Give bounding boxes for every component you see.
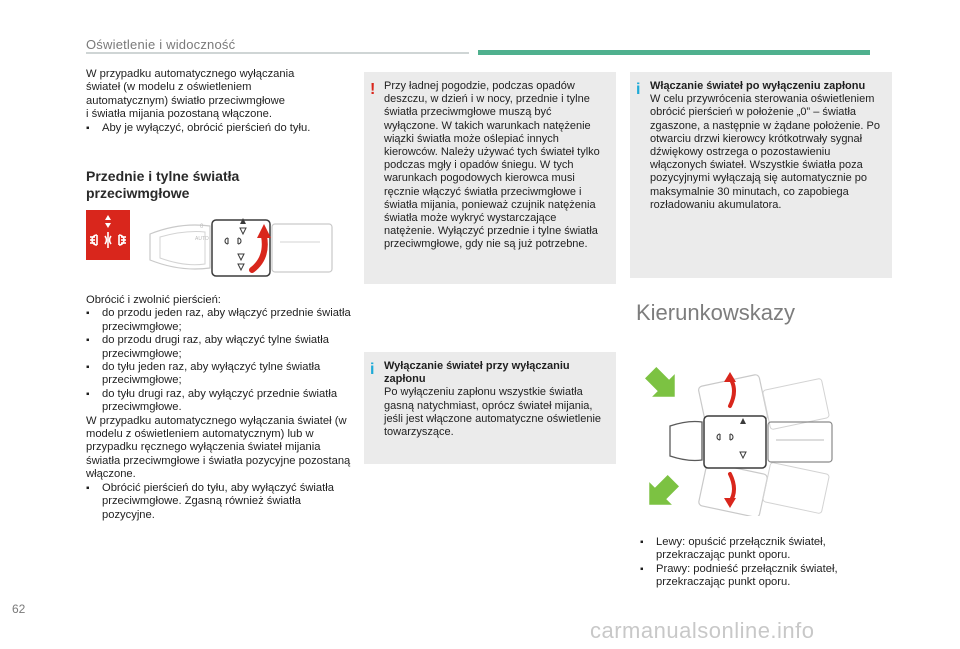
fog-instructions <box>86 294 356 522</box>
intro-line: W przypadku automatycznego wyłączania <box>86 68 295 80</box>
info-box-ignition-off <box>364 352 616 464</box>
info-icon: i <box>636 81 641 98</box>
intro-paragraph <box>86 68 351 135</box>
intro-bullet: ▪ Aby je wyłączyć, obrócić pierścień do tyłu. <box>86 122 351 135</box>
warning-text: Przy ładnej pogodzie, podczas opadów deszczu, w dzień i w nocy, przednie i tylne światła przeciwmgłowe muszą być wyłączone. W takich warunkach natężenie wiązki światła może oślepiać innych kierowców. Należy używać tych świateł tylko podczas mgły i opadów śniegu. W tych warunkach pogodowych kierowca musi ręcznie włączyć światła przeciwmgłowe i światła mijania, ponieważ czujnik natężenia światła może wykryć wystarczające natężenie. Wyłączyć przednie i tylne światła przeciwmgłowe, gdy nie są już potrzebne. <box>384 80 600 251</box>
instruction-bullet: ▪ Obrócić pierścień do tyłu, aby wyłączyć światła przeciwmgłowe. Zgasną również światła pozycyjne. <box>86 482 356 522</box>
page-number: 62 <box>12 602 26 616</box>
watermark: carmanualsonline.info <box>590 618 815 643</box>
fog-lights-heading: Przednie i tylne światła przeciwmgłowe <box>86 168 240 201</box>
indicator-stalk-illustration <box>640 364 850 516</box>
instruction-bullet: ▪ do przodu drugi raz, aby włączyć tylne światła przeciwmgłowe; <box>86 334 356 361</box>
indicators-title: Kierunkowskazy <box>636 300 795 325</box>
intro-line: i światła mijania pozostaną włączone. <box>86 108 272 121</box>
light-stalk-illustration <box>140 212 340 280</box>
instructions-note: W przypadku automatycznego wyłączania świateł (w modelu z oświetleniem automatycznym) lub w przypadku ręcznego wyłączenia świateł mijania światła przeciwmgłowe i światła pozycyjne pozostaną włączone. <box>86 414 351 481</box>
warning-icon: ! <box>370 81 376 98</box>
indicator-instructions <box>640 536 890 590</box>
instruction-bullet: ▪ do tyłu drugi raz, aby wyłączyć przednie światła przeciwmgłowe. <box>86 388 356 415</box>
intro-line: świateł (w modelu z oświetleniem <box>86 81 252 94</box>
intro-line: automatycznym) światło przeciwmgłowe <box>86 94 285 107</box>
info-box-title: Włączanie świateł po wyłączeniu zapłonu <box>650 80 866 92</box>
svg-text:AUTO: AUTO <box>195 236 209 242</box>
instructions-lead: Obrócić i zwolnić pierścień: <box>86 294 221 306</box>
arrow-left-down-icon <box>640 469 685 516</box>
header-divider <box>86 52 469 54</box>
header-accent-bar <box>478 50 870 55</box>
svg-text:0: 0 <box>200 224 204 230</box>
indicator-bullet: ▪ Prawy: podnieść przełącznik świateł, przekraczając punkt oporu. <box>640 563 890 590</box>
info-box-text: Po wyłączeniu zapłonu wszystkie światła gasną natychmiast, oprócz świateł mijania, jeśli jest włączone automatyczne oświetlenie towarzyszące. <box>384 386 602 439</box>
instruction-bullet: ▪ do przodu jeden raz, aby włączyć przednie światła przeciwmgłowe; <box>86 307 356 334</box>
instruction-bullet: ▪ do tyłu jeden raz, aby wyłączyć tylne światła przeciwmgłowe; <box>86 361 356 388</box>
info-box-after-ignition <box>630 72 892 278</box>
section-header: Oświetlenie i widoczność <box>86 37 236 52</box>
warning-box <box>364 72 616 284</box>
info-box-title: Wyłączanie świateł przy wyłączaniu zapłonu <box>384 360 570 386</box>
arrow-right-up-icon <box>640 364 686 408</box>
info-icon: i <box>370 361 375 378</box>
indicator-bullet: ▪ Lewy: opuścić przełącznik świateł, przekraczając punkt oporu. <box>640 536 890 563</box>
info-box-text: W celu przywrócenia sterowania oświetleniem obrócić pierścień w położenie „0” – światła zgaszone, a następnie w żądane położenie. Po otwarciu drzwi kierowcy krótkotrwały sygnał dźwiękowy ostrzega o pozostawieniu włączonych świateł. Wszystkie światła poza pozycyjnymi wyłączają się automatycznie po maksymalnie 30 minutach, co zapobiega rozładowaniu akumulatora. <box>650 93 880 211</box>
fog-light-icon <box>86 210 130 260</box>
